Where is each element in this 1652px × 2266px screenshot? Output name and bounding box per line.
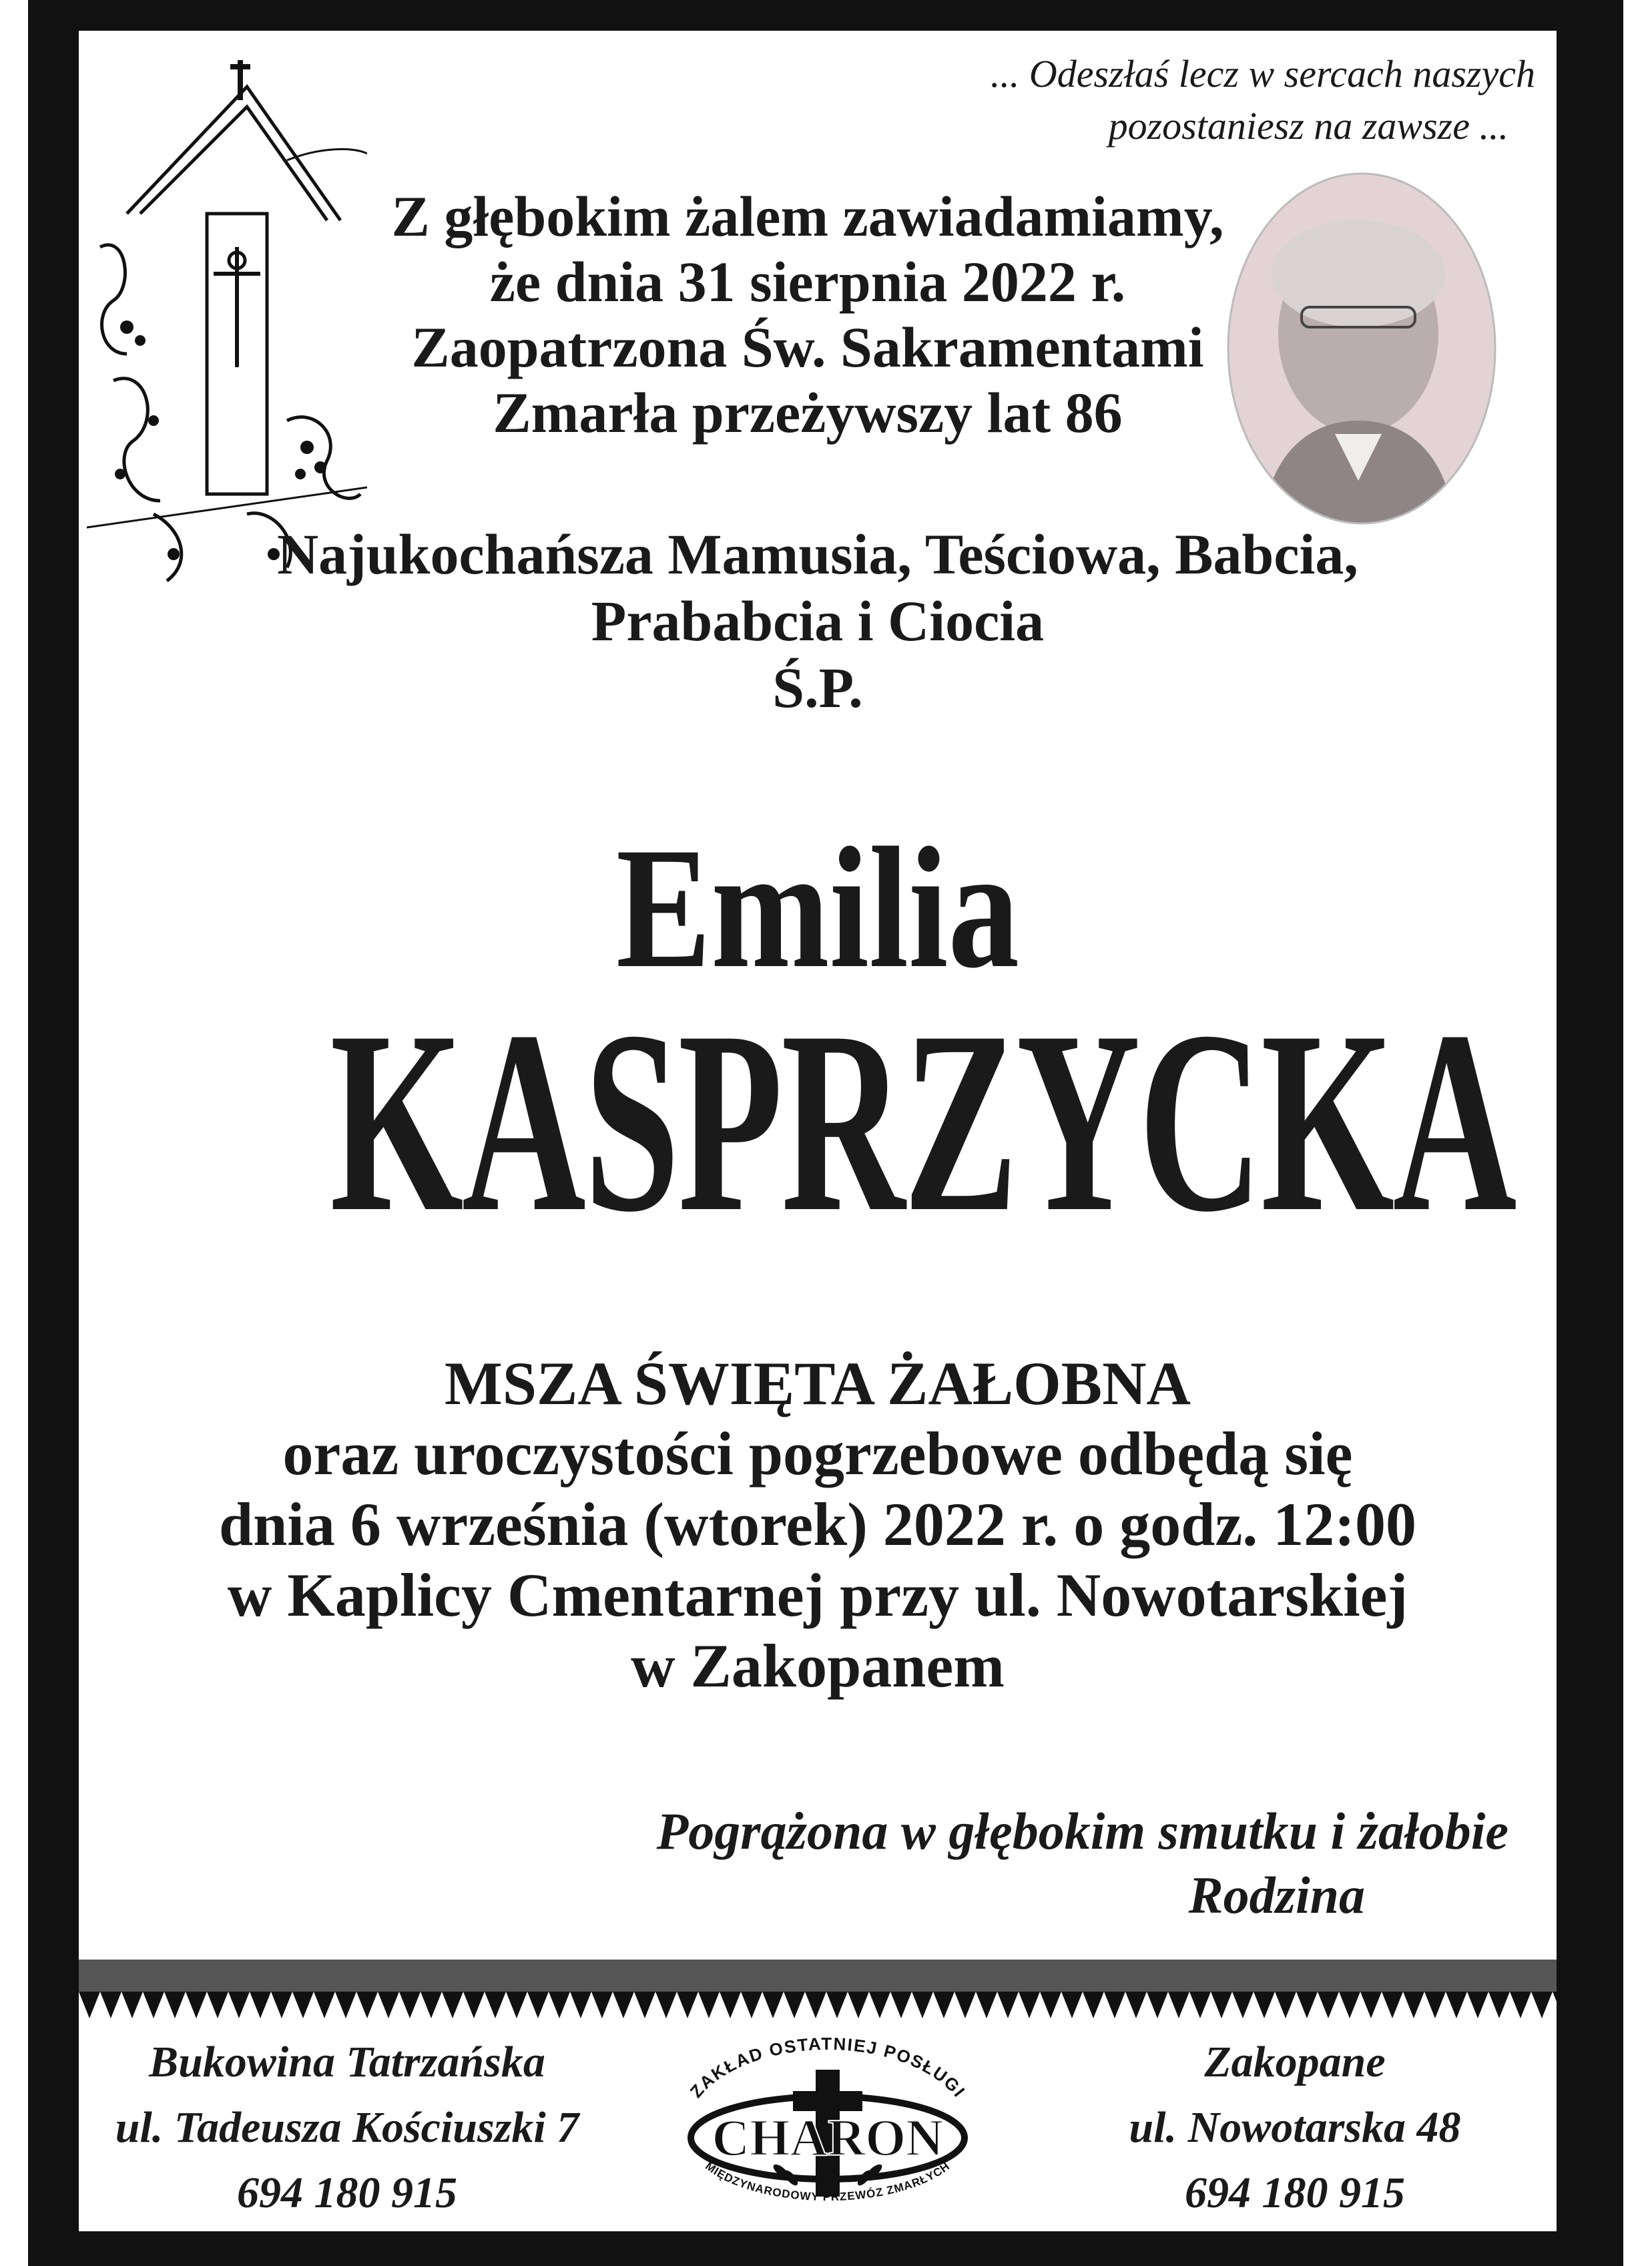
- signoff-line-1: Pogrążona w głębokim smutku i żałobie: [656, 1802, 1508, 1860]
- footer-right-street: ul. Nowotarska 48: [1129, 2103, 1461, 2152]
- footer-band: [79, 1960, 1557, 1992]
- portrait-photo: [1221, 167, 1502, 531]
- sp-abbreviation: Ś.P.: [772, 656, 863, 720]
- logo-name: CHARON: [712, 2108, 944, 2167]
- relations-line-2: Prababcia i Ciocia: [591, 589, 1045, 653]
- funeral-details: [79, 1418, 1557, 1701]
- logo-top-text: ZAKŁAD OSTATNIEJ POSŁUGI: [685, 2033, 970, 2102]
- footer-right-city: Zakopane: [1204, 2038, 1386, 2086]
- footer-address-left: [80, 2030, 614, 2226]
- charon-logo: [641, 2030, 1015, 2223]
- frame-left-border: [28, 0, 79, 2266]
- announcement-intro: [374, 184, 1242, 445]
- intro-line-3: Zaopatrzona Św. Sakramentami: [411, 315, 1204, 379]
- footer-left-street: ul. Tadeusza Kościuszki 7: [115, 2103, 579, 2152]
- deceased-first-name: Emilia: [615, 812, 1020, 1004]
- intro-line-2: że dnia 31 sierpnia 2022 r.: [489, 250, 1126, 314]
- signoff-family: Rodzina: [1188, 1866, 1365, 1924]
- relations-line-1: Najukochańsza Mamusia, Teściowa, Babcia,: [277, 522, 1358, 586]
- funeral-line-2: dnia 6 września (wtorek) 2022 r. o godz. 12:00: [219, 1490, 1416, 1558]
- footer-left-phone: 694 180 915: [237, 2169, 457, 2217]
- funeral-line-4: w Zakopanem: [631, 1632, 1005, 1700]
- epigraph-quote: [874, 48, 1535, 152]
- logo-bottom-text: MIĘDZYNARODOWY PRZEWÓZ ZMARŁYCH: [703, 2159, 952, 2204]
- frame-bottom-border: [28, 2231, 1623, 2266]
- intro-line-4: Zmarła przeżywszy lat 86: [493, 381, 1123, 445]
- footer-right-phone: 694 180 915: [1185, 2169, 1405, 2217]
- family-signoff: [467, 1799, 1508, 1928]
- mass-heading: MSZA ŚWIĘTA ŻAŁOBNA: [445, 1349, 1191, 1417]
- zigzag-divider: [79, 1992, 1557, 2021]
- intro-line-1: Z głębokim żalem zawiadamiamy,: [391, 184, 1224, 248]
- footer-address-right: [1081, 2030, 1508, 2226]
- epigraph-line-2: pozostaniesz na zawsze ...: [1108, 104, 1508, 148]
- frame-top-border: [28, 0, 1623, 31]
- funeral-line-3: w Kaplicy Cmentarnej przy ul. Nowotarskiej: [227, 1561, 1408, 1629]
- deceased-surname: KASPRZYCKA: [330, 977, 1515, 1266]
- footer-left-city: Bukowina Tatrzańska: [149, 2038, 545, 2086]
- funeral-line-1: oraz uroczystości pogrzebowe odbędą się: [282, 1419, 1353, 1488]
- family-relations: [79, 521, 1557, 721]
- epigraph-line-1: ... Odeszłaś lecz w sercach naszych: [990, 52, 1535, 95]
- wayside-shrine-illustration: [87, 47, 367, 601]
- frame-right-border: [1557, 0, 1623, 2266]
